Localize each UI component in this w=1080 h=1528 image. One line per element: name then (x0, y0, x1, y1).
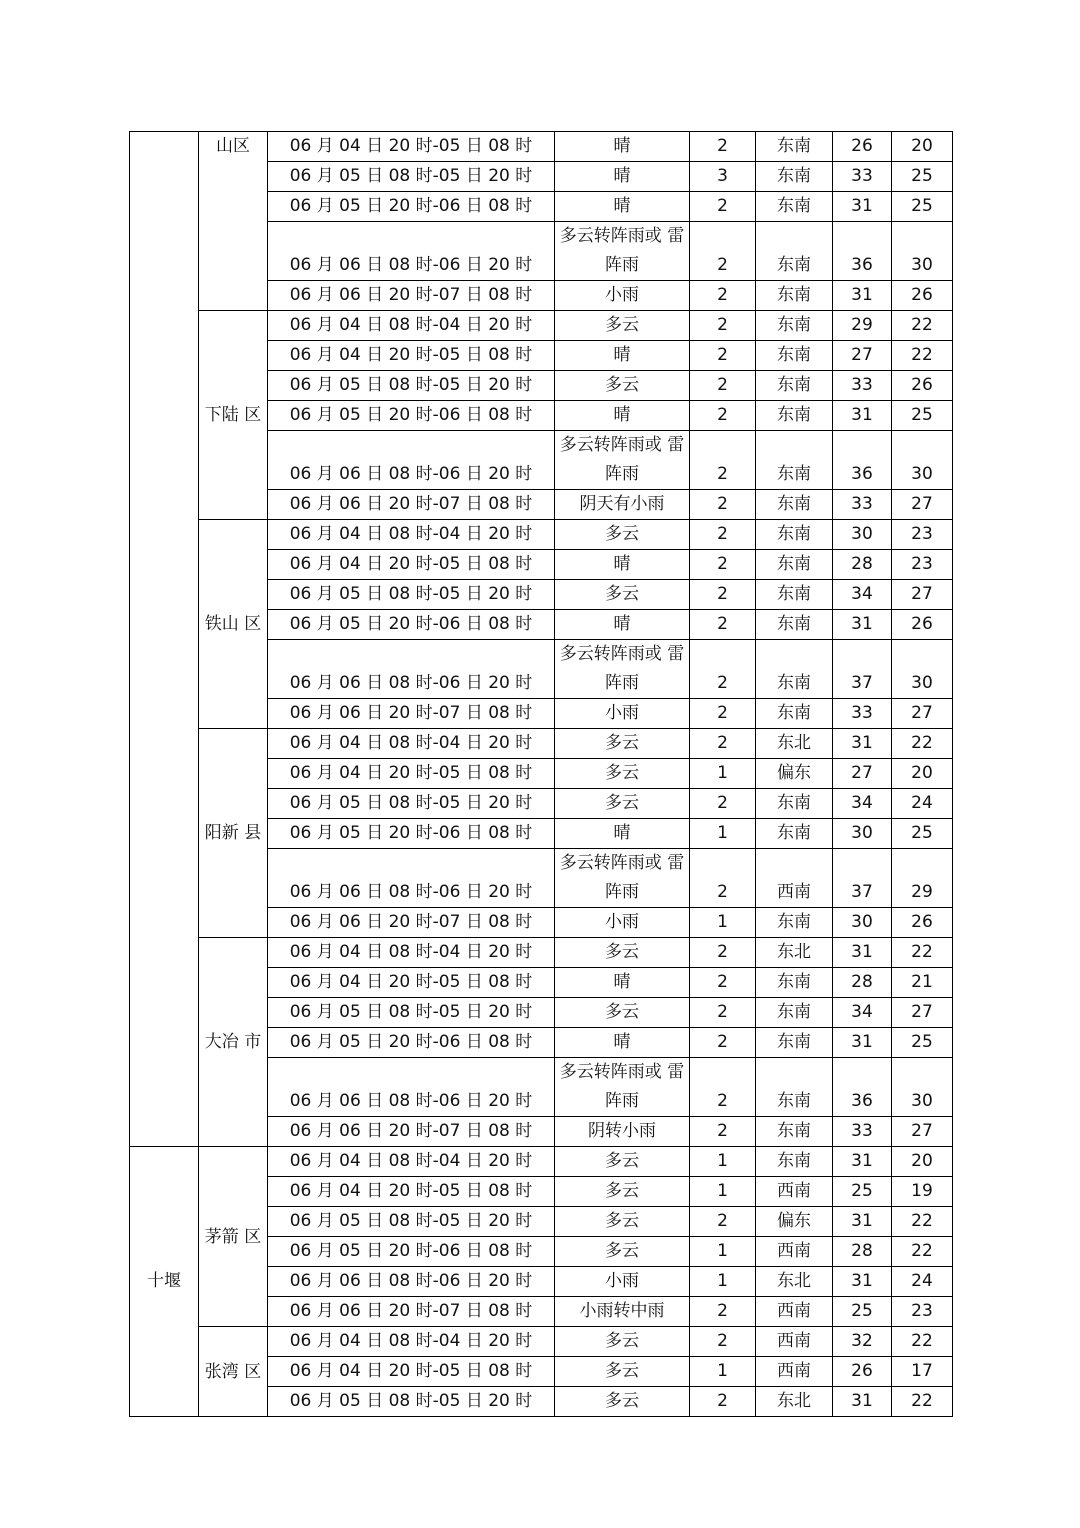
wind-direction-cell: 东南 (756, 431, 833, 490)
wind-direction-cell: 东南 (756, 222, 833, 281)
period-cell: 06 月 04 日 20 时-05 日 08 时 (268, 341, 555, 371)
wind-direction-cell: 东南 (756, 819, 833, 849)
weather-cell: 晴 (555, 610, 690, 640)
period-cell: 06 月 05 日 20 时-06 日 08 时 (268, 610, 555, 640)
wind-direction-cell: 西南 (756, 849, 833, 908)
wind-level-cell: 2 (690, 490, 756, 520)
wind-direction-cell: 东南 (756, 490, 833, 520)
wind-level-cell: 2 (690, 371, 756, 401)
table-row (130, 729, 953, 759)
period-cell: 06 月 04 日 08 时-04 日 20 时 (268, 1147, 555, 1177)
period-cell: 06 月 04 日 20 时-05 日 08 时 (268, 968, 555, 998)
high-temp-cell: 25 (833, 1297, 892, 1327)
low-temp-cell: 22 (892, 1387, 953, 1417)
wind-direction-cell: 东南 (756, 550, 833, 580)
wind-level-cell: 2 (690, 550, 756, 580)
high-temp-cell: 27 (833, 341, 892, 371)
wind-level-cell: 2 (690, 729, 756, 759)
period-cell: 06 月 06 日 08 时-06 日 20 时 (268, 1058, 555, 1117)
wind-direction-cell: 东南 (756, 640, 833, 699)
low-temp-cell: 22 (892, 1327, 953, 1357)
high-temp-cell: 30 (833, 908, 892, 938)
weather-cell: 多云转阵雨或 雷阵雨 (555, 431, 690, 490)
wind-level-cell: 2 (690, 1297, 756, 1327)
weather-cell: 多云 (555, 938, 690, 968)
wind-level-cell: 2 (690, 1207, 756, 1237)
wind-direction-cell: 东南 (756, 192, 833, 222)
period-cell: 06 月 06 日 20 时-07 日 08 时 (268, 908, 555, 938)
period-cell: 06 月 04 日 20 时-05 日 08 时 (268, 759, 555, 789)
district-cell: 茅箭 区 (199, 1147, 268, 1327)
weather-cell: 晴 (555, 401, 690, 431)
low-temp-cell: 30 (892, 431, 953, 490)
low-temp-cell: 26 (892, 371, 953, 401)
weather-cell: 多云 (555, 1207, 690, 1237)
weather-cell: 多云 (555, 1177, 690, 1207)
period-cell: 06 月 04 日 08 时-04 日 20 时 (268, 520, 555, 550)
wind-direction-cell: 东南 (756, 401, 833, 431)
high-temp-cell: 26 (833, 1357, 892, 1387)
wind-level-cell: 2 (690, 1117, 756, 1147)
wind-direction-cell: 东南 (756, 580, 833, 610)
low-temp-cell: 26 (892, 281, 953, 311)
weather-cell: 小雨 (555, 908, 690, 938)
weather-cell: 小雨转中雨 (555, 1297, 690, 1327)
period-cell: 06 月 05 日 20 时-06 日 08 时 (268, 819, 555, 849)
high-temp-cell: 31 (833, 938, 892, 968)
weather-cell: 多云 (555, 311, 690, 341)
weather-cell: 阴天有小雨 (555, 490, 690, 520)
wind-direction-cell: 东南 (756, 341, 833, 371)
wind-level-cell: 3 (690, 162, 756, 192)
weather-cell: 多云 (555, 729, 690, 759)
period-cell: 06 月 05 日 08 时-05 日 20 时 (268, 1207, 555, 1237)
weather-cell: 晴 (555, 132, 690, 162)
high-temp-cell: 32 (833, 1327, 892, 1357)
wind-level-cell: 2 (690, 789, 756, 819)
low-temp-cell: 22 (892, 1237, 953, 1267)
low-temp-cell: 25 (892, 162, 953, 192)
period-cell: 06 月 04 日 08 时-04 日 20 时 (268, 938, 555, 968)
wind-level-cell: 2 (690, 281, 756, 311)
high-temp-cell: 31 (833, 281, 892, 311)
period-cell: 06 月 05 日 08 时-05 日 20 时 (268, 789, 555, 819)
wind-level-cell: 2 (690, 401, 756, 431)
low-temp-cell: 20 (892, 759, 953, 789)
weather-cell: 多云 (555, 1387, 690, 1417)
weather-cell: 多云 (555, 759, 690, 789)
period-cell: 06 月 06 日 20 时-07 日 08 时 (268, 699, 555, 729)
low-temp-cell: 27 (892, 490, 953, 520)
weather-cell: 多云转阵雨或 雷阵雨 (555, 849, 690, 908)
low-temp-cell: 23 (892, 550, 953, 580)
wind-level-cell: 2 (690, 1387, 756, 1417)
high-temp-cell: 31 (833, 729, 892, 759)
wind-direction-cell: 东南 (756, 132, 833, 162)
wind-direction-cell: 东南 (756, 1058, 833, 1117)
high-temp-cell: 31 (833, 1387, 892, 1417)
district-cell: 张湾 区 (199, 1327, 268, 1417)
wind-level-cell: 1 (690, 759, 756, 789)
high-temp-cell: 27 (833, 759, 892, 789)
wind-direction-cell: 东南 (756, 610, 833, 640)
wind-direction-cell: 东南 (756, 968, 833, 998)
wind-direction-cell: 西南 (756, 1297, 833, 1327)
high-temp-cell: 31 (833, 1207, 892, 1237)
wind-level-cell: 2 (690, 311, 756, 341)
period-cell: 06 月 05 日 08 时-05 日 20 时 (268, 580, 555, 610)
low-temp-cell: 27 (892, 998, 953, 1028)
wind-level-cell: 2 (690, 938, 756, 968)
low-temp-cell: 25 (892, 1028, 953, 1058)
low-temp-cell: 24 (892, 1267, 953, 1297)
low-temp-cell: 22 (892, 311, 953, 341)
high-temp-cell: 33 (833, 162, 892, 192)
wind-level-cell: 2 (690, 968, 756, 998)
high-temp-cell: 28 (833, 1237, 892, 1267)
wind-direction-cell: 西南 (756, 1327, 833, 1357)
weather-cell: 多云 (555, 371, 690, 401)
city-cell: 十堰 (130, 1147, 199, 1417)
low-temp-cell: 26 (892, 610, 953, 640)
forecast-table (129, 131, 953, 1417)
weather-cell: 晴 (555, 968, 690, 998)
wind-level-cell: 2 (690, 341, 756, 371)
wind-direction-cell: 东北 (756, 729, 833, 759)
low-temp-cell: 27 (892, 580, 953, 610)
wind-direction-cell: 东南 (756, 371, 833, 401)
period-cell: 06 月 06 日 08 时-06 日 20 时 (268, 640, 555, 699)
wind-level-cell: 2 (690, 431, 756, 490)
period-cell: 06 月 04 日 20 时-05 日 08 时 (268, 1357, 555, 1387)
low-temp-cell: 26 (892, 908, 953, 938)
wind-direction-cell: 东北 (756, 938, 833, 968)
weather-cell: 多云 (555, 580, 690, 610)
low-temp-cell: 24 (892, 789, 953, 819)
wind-direction-cell: 东南 (756, 1117, 833, 1147)
low-temp-cell: 20 (892, 132, 953, 162)
high-temp-cell: 31 (833, 1147, 892, 1177)
wind-level-cell: 1 (690, 1177, 756, 1207)
low-temp-cell: 19 (892, 1177, 953, 1207)
low-temp-cell: 25 (892, 819, 953, 849)
wind-level-cell: 2 (690, 1327, 756, 1357)
period-cell: 06 月 06 日 08 时-06 日 20 时 (268, 431, 555, 490)
weather-cell: 晴 (555, 1028, 690, 1058)
weather-cell: 小雨 (555, 1267, 690, 1297)
wind-direction-cell: 偏东 (756, 1207, 833, 1237)
wind-direction-cell: 东南 (756, 1147, 833, 1177)
high-temp-cell: 34 (833, 998, 892, 1028)
wind-direction-cell: 东北 (756, 1387, 833, 1417)
period-cell: 06 月 04 日 20 时-05 日 08 时 (268, 1177, 555, 1207)
low-temp-cell: 22 (892, 1207, 953, 1237)
high-temp-cell: 33 (833, 490, 892, 520)
period-cell: 06 月 05 日 08 时-05 日 20 时 (268, 1387, 555, 1417)
wind-level-cell: 1 (690, 1147, 756, 1177)
table-row (130, 938, 953, 968)
period-cell: 06 月 04 日 08 时-04 日 20 时 (268, 311, 555, 341)
period-cell: 06 月 06 日 08 时-06 日 20 时 (268, 1267, 555, 1297)
high-temp-cell: 28 (833, 550, 892, 580)
low-temp-cell: 21 (892, 968, 953, 998)
high-temp-cell: 37 (833, 640, 892, 699)
wind-direction-cell: 西南 (756, 1237, 833, 1267)
low-temp-cell: 30 (892, 222, 953, 281)
weather-cell: 多云转阵雨或 雷阵雨 (555, 640, 690, 699)
wind-direction-cell: 西南 (756, 1177, 833, 1207)
low-temp-cell: 30 (892, 640, 953, 699)
low-temp-cell: 22 (892, 341, 953, 371)
high-temp-cell: 31 (833, 401, 892, 431)
high-temp-cell: 31 (833, 610, 892, 640)
wind-level-cell: 2 (690, 1058, 756, 1117)
high-temp-cell: 26 (833, 132, 892, 162)
high-temp-cell: 25 (833, 1177, 892, 1207)
wind-direction-cell: 东南 (756, 908, 833, 938)
wind-direction-cell: 东南 (756, 789, 833, 819)
wind-level-cell: 2 (690, 520, 756, 550)
wind-direction-cell: 偏东 (756, 759, 833, 789)
low-temp-cell: 29 (892, 849, 953, 908)
district-cell: 铁山 区 (199, 520, 268, 729)
wind-level-cell: 1 (690, 819, 756, 849)
high-temp-cell: 33 (833, 371, 892, 401)
district-cell: 下陆 区 (199, 311, 268, 520)
district-cell: 大冶 市 (199, 938, 268, 1147)
low-temp-cell: 30 (892, 1058, 953, 1117)
period-cell: 06 月 04 日 20 时-05 日 08 时 (268, 550, 555, 580)
period-cell: 06 月 06 日 08 时-06 日 20 时 (268, 849, 555, 908)
wind-level-cell: 2 (690, 132, 756, 162)
period-cell: 06 月 06 日 20 时-07 日 08 时 (268, 281, 555, 311)
high-temp-cell: 31 (833, 1028, 892, 1058)
high-temp-cell: 30 (833, 819, 892, 849)
period-cell: 06 月 06 日 08 时-06 日 20 时 (268, 222, 555, 281)
period-cell: 06 月 04 日 20 时-05 日 08 时 (268, 132, 555, 162)
high-temp-cell: 31 (833, 1267, 892, 1297)
weather-cell: 多云转阵雨或 雷阵雨 (555, 222, 690, 281)
low-temp-cell: 22 (892, 938, 953, 968)
weather-cell: 多云 (555, 1357, 690, 1387)
weather-cell: 多云 (555, 1327, 690, 1357)
high-temp-cell: 29 (833, 311, 892, 341)
weather-cell: 阴转小雨 (555, 1117, 690, 1147)
table-row (130, 520, 953, 550)
weather-cell: 小雨 (555, 699, 690, 729)
low-temp-cell: 25 (892, 192, 953, 222)
wind-direction-cell: 西南 (756, 1357, 833, 1387)
wind-level-cell: 2 (690, 1028, 756, 1058)
wind-direction-cell: 东南 (756, 998, 833, 1028)
period-cell: 06 月 04 日 08 时-04 日 20 时 (268, 1327, 555, 1357)
weather-cell: 小雨 (555, 281, 690, 311)
low-temp-cell: 22 (892, 729, 953, 759)
high-temp-cell: 33 (833, 1117, 892, 1147)
wind-direction-cell: 东南 (756, 162, 833, 192)
wind-level-cell: 2 (690, 192, 756, 222)
weather-cell: 晴 (555, 550, 690, 580)
weather-cell: 晴 (555, 192, 690, 222)
period-cell: 06 月 05 日 08 时-05 日 20 时 (268, 162, 555, 192)
high-temp-cell: 31 (833, 192, 892, 222)
high-temp-cell: 36 (833, 1058, 892, 1117)
table-row (130, 132, 953, 162)
low-temp-cell: 17 (892, 1357, 953, 1387)
table-row (130, 1327, 953, 1357)
forecast-table-body (130, 132, 953, 1417)
weather-cell: 晴 (555, 341, 690, 371)
weather-cell: 晴 (555, 162, 690, 192)
period-cell: 06 月 06 日 20 时-07 日 08 时 (268, 1117, 555, 1147)
high-temp-cell: 36 (833, 222, 892, 281)
low-temp-cell: 23 (892, 520, 953, 550)
wind-direction-cell: 东南 (756, 520, 833, 550)
period-cell: 06 月 06 日 20 时-07 日 08 时 (268, 1297, 555, 1327)
high-temp-cell: 30 (833, 520, 892, 550)
wind-level-cell: 2 (690, 580, 756, 610)
wind-level-cell: 2 (690, 640, 756, 699)
low-temp-cell: 27 (892, 1117, 953, 1147)
wind-direction-cell: 东南 (756, 699, 833, 729)
period-cell: 06 月 04 日 08 时-04 日 20 时 (268, 729, 555, 759)
weather-cell: 多云 (555, 789, 690, 819)
high-temp-cell: 37 (833, 849, 892, 908)
wind-level-cell: 2 (690, 849, 756, 908)
period-cell: 06 月 05 日 20 时-06 日 08 时 (268, 401, 555, 431)
weather-cell: 多云 (555, 1147, 690, 1177)
period-cell: 06 月 05 日 20 时-06 日 08 时 (268, 1028, 555, 1058)
wind-level-cell: 1 (690, 1267, 756, 1297)
weather-cell: 多云 (555, 998, 690, 1028)
period-cell: 06 月 05 日 08 时-05 日 20 时 (268, 998, 555, 1028)
table-row (130, 311, 953, 341)
high-temp-cell: 36 (833, 431, 892, 490)
wind-level-cell: 1 (690, 908, 756, 938)
wind-level-cell: 2 (690, 222, 756, 281)
city-cell (130, 132, 199, 1147)
wind-direction-cell: 东南 (756, 281, 833, 311)
low-temp-cell: 25 (892, 401, 953, 431)
low-temp-cell: 20 (892, 1147, 953, 1177)
period-cell: 06 月 05 日 20 时-06 日 08 时 (268, 1237, 555, 1267)
high-temp-cell: 34 (833, 789, 892, 819)
weather-cell: 多云 (555, 520, 690, 550)
wind-direction-cell: 东北 (756, 1267, 833, 1297)
weather-cell: 多云 (555, 1237, 690, 1267)
high-temp-cell: 33 (833, 699, 892, 729)
table-row (130, 1147, 953, 1177)
wind-level-cell: 2 (690, 699, 756, 729)
period-cell: 06 月 05 日 20 时-06 日 08 时 (268, 192, 555, 222)
low-temp-cell: 23 (892, 1297, 953, 1327)
district-cell: 阳新 县 (199, 729, 268, 938)
district-cell: 山区 (199, 132, 268, 311)
low-temp-cell: 27 (892, 699, 953, 729)
high-temp-cell: 28 (833, 968, 892, 998)
wind-level-cell: 1 (690, 1237, 756, 1267)
wind-level-cell: 1 (690, 1357, 756, 1387)
wind-level-cell: 2 (690, 998, 756, 1028)
period-cell: 06 月 05 日 08 时-05 日 20 时 (268, 371, 555, 401)
weather-cell: 晴 (555, 819, 690, 849)
high-temp-cell: 34 (833, 580, 892, 610)
wind-direction-cell: 东南 (756, 1028, 833, 1058)
period-cell: 06 月 06 日 20 时-07 日 08 时 (268, 490, 555, 520)
weather-cell: 多云转阵雨或 雷阵雨 (555, 1058, 690, 1117)
wind-level-cell: 2 (690, 610, 756, 640)
wind-direction-cell: 东南 (756, 311, 833, 341)
